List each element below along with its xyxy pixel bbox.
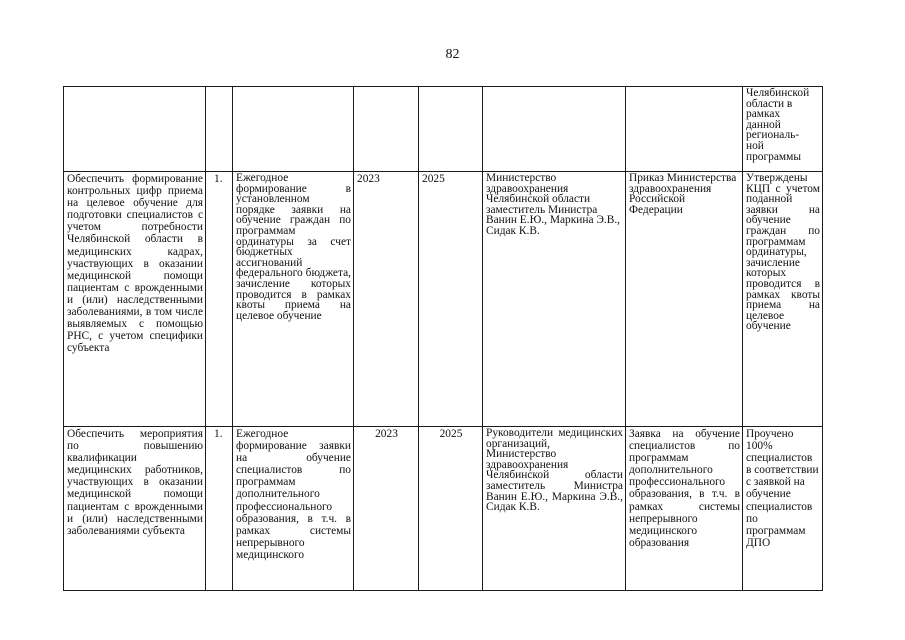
cell-responsible: Министерство здравоохранения Челябинской области заместитель Министра Ванин Е.Ю., Маркина Э.В., Сидак К.В.: [483, 172, 626, 427]
table-row-continuation: [64, 87, 823, 172]
cell-start-year: 2023: [354, 172, 419, 427]
cell-document: Заявка на обучение специалистов по программам дополнительного профессионального образования, в т.ч. в рамках системы непрерывного медицинского образования: [626, 427, 743, 591]
cell-activity: Ежегодное формирование в установленном порядке заявки на обучение граждан по программам ординатуры за счет бюджетных ассигнований федерального бюджета, зачисление которых проводится в рамках квоты приема на целевое обучение: [233, 172, 354, 427]
cell-empty: [64, 87, 206, 172]
cell-result-continuation: Челябинской области в рамках данной региональ- ной программы: [743, 87, 823, 172]
cell-document: Приказ Министерства здравоохранения Российской Федерации: [626, 172, 743, 427]
cell-task: Обеспечить формирование контрольных цифр приема на целевое обучение для подготовки специалистов с учетом потребности Челябинской области в медицинских кадрах, участвующих в оказании медицинской помощи пациентам с врожденными и (или) наследственными заболеваниями, в том числе выявляемых с помощью РНС, с учетом специфики субъекта: [64, 172, 206, 427]
cell-number: 1.: [206, 427, 233, 591]
measures-table: [63, 86, 823, 591]
cell-empty: [206, 87, 233, 172]
cell-result: Утверждены КЦП с учетом поданной заявки на обучение граждан по программам ординатуры, зачисление которых проводится в рамках квоты приема на целевое обучение: [743, 172, 823, 427]
cell-end-year: 2025: [419, 172, 483, 427]
cell-empty: [354, 87, 419, 172]
cell-result: Проучено 100% специалистов в соответствии с заявкой на обучение специалистов по программам ДПО: [743, 427, 823, 591]
cell-task: Обеспечить мероприятия по повышению квалификации медицинских работников, участвующих в оказании медицинской помощи пациентам с врожденными и (или) наследственными заболеваниями субъекта: [64, 427, 206, 591]
cell-end-year: 2025: [419, 427, 483, 591]
table-row: [64, 427, 823, 591]
cell-empty: [419, 87, 483, 172]
cell-responsible: Руководители медицинских организаций, Министерство здравоохранения Челябинской области заместитель Министра Ванин Е.Ю., Маркина Э.В., Сидак К.В.: [483, 427, 626, 591]
page-number: 82: [445, 47, 460, 62]
cell-empty: [233, 87, 354, 172]
cell-number: 1.: [206, 172, 233, 427]
cell-start-year: 2023: [354, 427, 419, 591]
cell-empty: [626, 87, 743, 172]
cell-activity: Ежегодное формирование заявки на обучение специалистов по программам дополнительного профессионального образования, в т.ч. в рамках системы непрерывного медицинского: [233, 427, 354, 591]
table-row: [64, 172, 823, 427]
cell-empty: [483, 87, 626, 172]
